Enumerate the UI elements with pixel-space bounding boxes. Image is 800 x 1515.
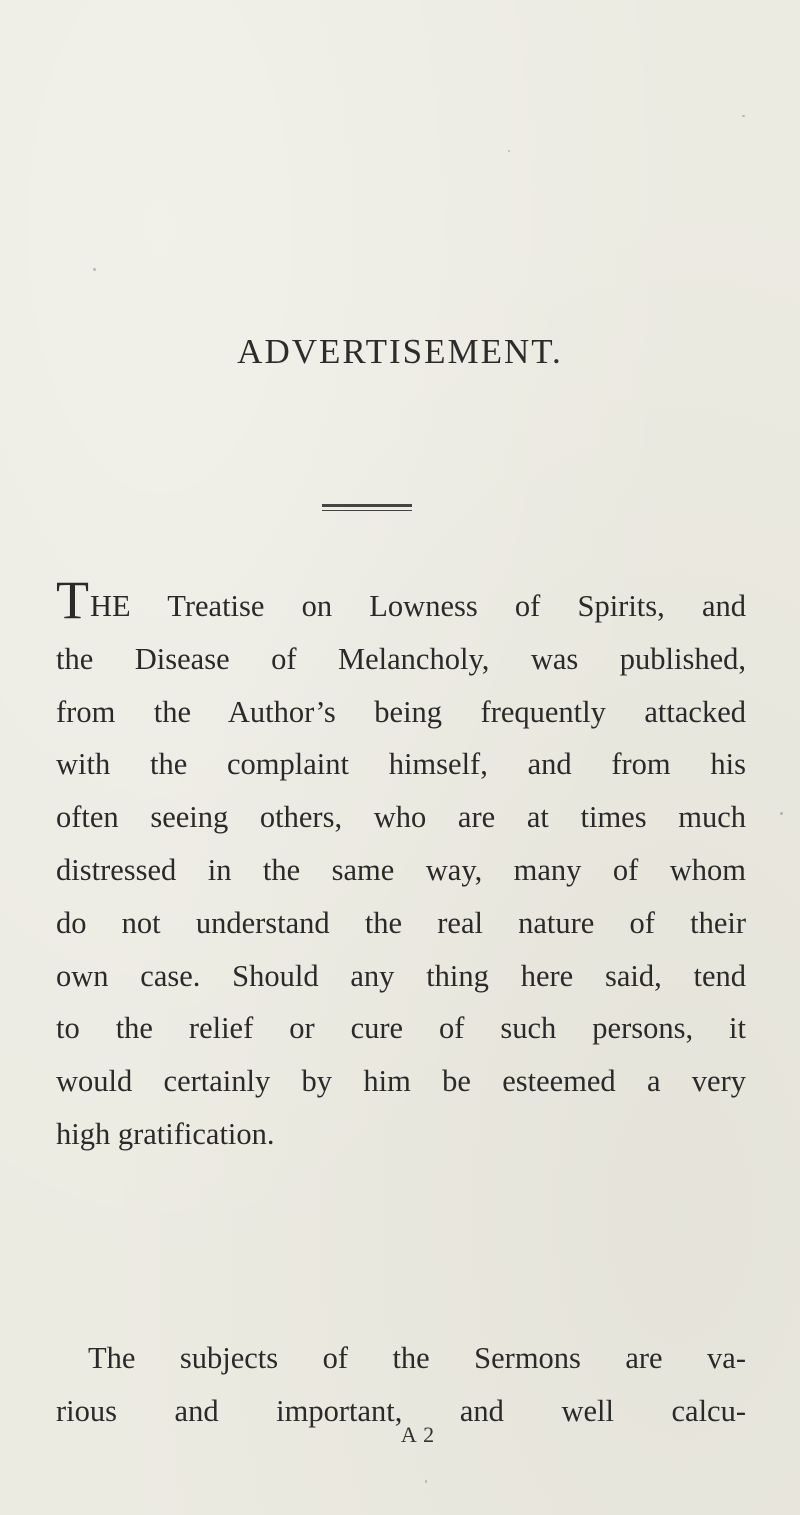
paragraph-line: do not understand the real nature of their (56, 905, 746, 940)
paragraph-line: The subjects of the Sermons are va- (88, 1341, 746, 1375)
paragraph-line: THE Treatise on Lowness of Spirits, and (56, 570, 746, 630)
paragraph-line: often seeing others, who are at times much (56, 800, 746, 835)
paragraph-line: rious and important, and well calcu- (56, 1393, 746, 1428)
paragraph-line: would certainly by him be esteemed a very (56, 1064, 746, 1099)
paper-speck (742, 115, 745, 117)
paper-speck (508, 150, 510, 152)
paper-speck (93, 268, 96, 271)
paragraph-line: distressed in the same way, many of whom (56, 852, 746, 887)
paragraph-line: the Disease of Melancholy, was published, (56, 641, 746, 676)
paper-speck (780, 812, 783, 815)
paper-speck (425, 1480, 427, 1483)
paragraph-line: high gratification. (56, 1116, 275, 1151)
paragraph-line: to the relief or cure of such persons, it (56, 1011, 746, 1046)
paragraph-line: from the Author’s being frequently attacked (56, 694, 746, 729)
paragraph-line: own case. Should any thing here said, tend (56, 958, 746, 993)
paragraph-line: with the complaint himself, and from his (56, 747, 746, 782)
page-heading: ADVERTISEMENT. (237, 332, 563, 371)
ornamental-rule (322, 504, 412, 511)
paragraph-1 (56, 570, 746, 1161)
signature-mark: A 2 (400, 1422, 436, 1447)
drop-cap: T (56, 570, 89, 630)
